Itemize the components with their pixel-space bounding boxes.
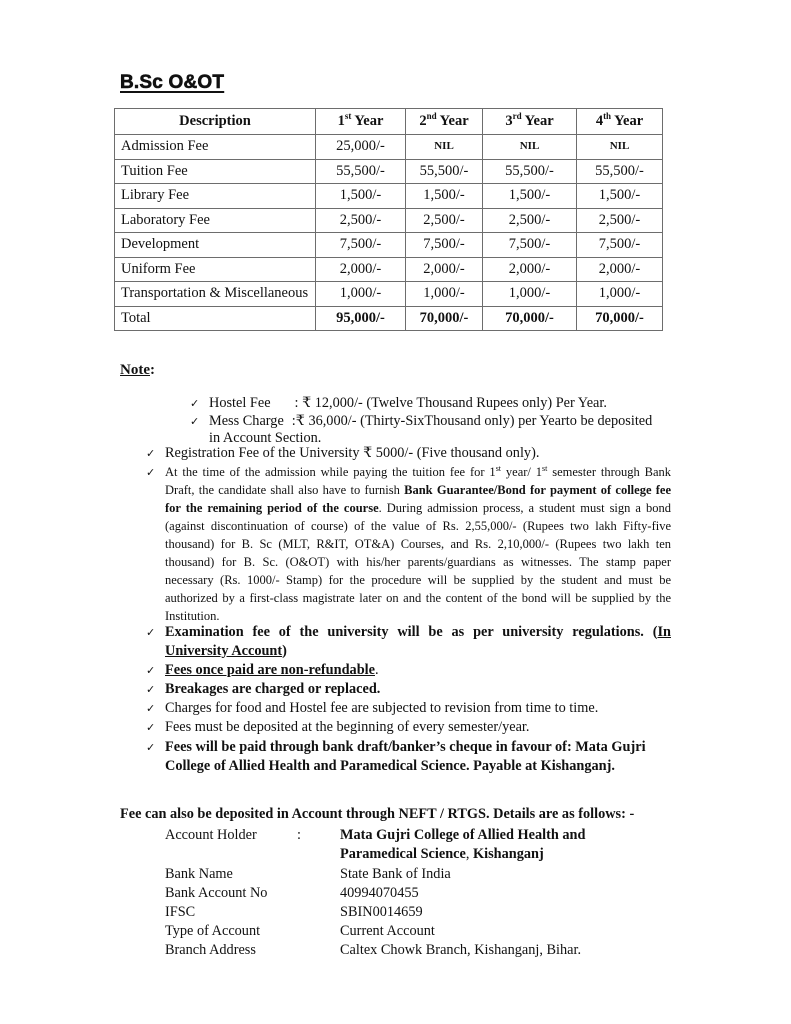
table-row-transportation: [115, 282, 663, 307]
admission-text: At the time of the admission while paying the tuition fee for 1: [165, 465, 496, 479]
row-description: Tuition Fee: [115, 159, 316, 184]
table-row-library-fee: [115, 184, 663, 209]
year-3-value: 55,500/-: [483, 159, 577, 184]
ordinal-suffix: st: [344, 111, 352, 122]
note-colon: :: [150, 362, 155, 378]
ifsc-label: IFSC: [165, 904, 196, 920]
year-1-value: 1,000/-: [316, 282, 406, 307]
admission-text: year/ 1: [501, 465, 543, 479]
non-refundable-text: Fees once paid are non-refundable: [165, 662, 375, 678]
year-4-value: 7,500/-: [577, 233, 663, 258]
year-2-value: 55,500/-: [406, 159, 483, 184]
year-3-value: 1,500/-: [483, 184, 577, 209]
account-holder-label: Account Holder: [165, 827, 257, 843]
year-4-value: 1,000/-: [577, 282, 663, 307]
checkmark-icon: ✓: [146, 664, 156, 677]
hostel-fee-value: : ₹ 12,000/- (Twelve Thousand Rupees only) Per Year.: [294, 395, 607, 411]
header-year-2: [406, 109, 483, 135]
year-4-value: 2,500/-: [577, 208, 663, 233]
branch-address-label: Branch Address: [165, 942, 256, 958]
checkmark-icon: ✓: [146, 721, 156, 734]
account-holder-city: Kishanganj: [473, 846, 544, 862]
year-2-total: 70,000/-: [406, 306, 483, 331]
year-4-total: 70,000/-: [577, 306, 663, 331]
year-1-value: 2,500/-: [316, 208, 406, 233]
year-2-value: NIL: [406, 135, 483, 160]
examination-fee-main: Examination fee of the university will be as per university regulations. (: [165, 624, 658, 640]
mess-charge-continuation: in Account Section.: [209, 430, 322, 446]
account-holder-value-line-2: [340, 845, 544, 864]
year-1-value: 1,500/-: [316, 184, 406, 209]
year-label: Year: [354, 113, 384, 129]
checkmark-icon: ✓: [146, 447, 156, 460]
year-3-value: NIL: [483, 135, 577, 160]
year-1-value: 2,000/-: [316, 257, 406, 282]
ordinal-suffix: rd: [512, 111, 522, 122]
payment-mode-line-2: College of Allied Health and Paramedical Science. Payable at Kishanganj.: [165, 758, 615, 774]
admission-text: . During admission process, a student must sign a bond (against discontinuation of course) of the value of Rs. 2,55,000/- (Rupees two lakh Fifty-five thousand) for B. Sc (MLT, R&IT, OT&A) Courses, and Rs. 2,10,000/- (Rupees two lakh ten thousand) for B. Sc. (O&OT) with his/her parents/guardians as witnesses. The stamp paper necessary (Rs. 1000/- Stamp) for the procedure will be supplied by the student and must be authorized by a first-class magistrate later on and the content of the bond will be supplied by the Institution.: [165, 501, 671, 623]
fee-table: [114, 108, 663, 331]
year-number: 1: [337, 113, 345, 129]
year-2-value: 7,500/-: [406, 233, 483, 258]
year-2-value: 1,000/-: [406, 282, 483, 307]
row-description: Transportation & Miscellaneous: [115, 282, 316, 307]
year-label: Year: [524, 113, 554, 129]
row-description: Development: [115, 233, 316, 258]
university-account-note: In University Account: [165, 624, 671, 659]
checkmark-icon: ✓: [146, 741, 156, 754]
year-number: 2: [419, 113, 427, 129]
checkmark-icon: ✓: [146, 683, 156, 696]
year-2-value: 1,500/-: [406, 184, 483, 209]
year-3-total: 70,000/-: [483, 306, 577, 331]
header-year-1: [316, 109, 406, 135]
breakages-text: Breakages are charged or replaced.: [165, 681, 381, 697]
header-year-4: [577, 109, 663, 135]
ordinal-suffix: st: [542, 463, 548, 473]
non-refundable-period: .: [374, 662, 379, 678]
year-1-value: 55,500/-: [316, 159, 406, 184]
mess-charge-value: :₹ 36,000/- (Thirty-SixThousand only) per Yearto be deposited: [291, 413, 653, 429]
row-description: Uniform Fee: [115, 257, 316, 282]
year-2-value: 2,000/-: [406, 257, 483, 282]
ordinal-suffix: st: [495, 463, 502, 473]
row-description: Library Fee: [115, 184, 316, 209]
ifsc-value: SBIN0014659: [340, 904, 423, 920]
revision-text: Charges for food and Hostel fee are subjected to revision from time to time.: [165, 700, 599, 716]
page-title: B.Sc O&OT: [120, 72, 225, 93]
year-1-value: 25,000/-: [316, 135, 406, 160]
year-3-value: 2,000/-: [483, 257, 577, 282]
account-type-value: Current Account: [340, 923, 435, 939]
branch-address-value: Caltex Chowk Branch, Kishanganj, Bihar.: [340, 942, 582, 958]
checkmark-icon: ✓: [146, 702, 156, 715]
mess-charge-label: Mess Charge: [209, 413, 284, 429]
examination-fee-close: ): [282, 643, 287, 659]
bank-name-value: State Bank of India: [340, 866, 451, 882]
year-1-total: 95,000/-: [316, 306, 406, 331]
row-description: Admission Fee: [115, 135, 316, 160]
account-holder-value-line-1: Mata Gujri College of Allied Health and: [340, 827, 586, 843]
bank-guarantee-emphasis: Bank Guarantee/Bond for payment of college fee for the remaining period of the course: [165, 483, 671, 515]
comma: ,: [465, 846, 474, 862]
table-header-row: [115, 109, 663, 135]
year-2-value: 2,500/-: [406, 208, 483, 233]
year-3-value: 2,500/-: [483, 208, 577, 233]
registration-fee-text: Registration Fee of the University ₹ 5000/- (Five thousand only).: [165, 445, 540, 461]
year-4-value: NIL: [577, 135, 663, 160]
note-label: Note: [120, 362, 150, 378]
year-number: 4: [595, 113, 604, 129]
note-heading: [120, 362, 155, 379]
neft-heading: Fee can also be deposited in Account through NEFT / RTGS. Details are as follows: -: [120, 806, 635, 822]
year-label: Year: [439, 113, 469, 129]
checkmark-icon: ✓: [146, 466, 156, 479]
admission-bond-paragraph: [165, 463, 671, 625]
checkmark-icon: ✓: [146, 626, 156, 639]
year-4-value: 55,500/-: [577, 159, 663, 184]
account-no-label: Bank Account No: [165, 885, 268, 901]
examination-fee-text: [165, 623, 671, 661]
account-holder-colon: :: [297, 827, 301, 843]
header-year-3: [483, 109, 577, 135]
year-4-value: 1,500/-: [577, 184, 663, 209]
year-3-value: 7,500/-: [483, 233, 577, 258]
account-no-value: 40994070455: [340, 885, 419, 901]
ordinal-suffix: th: [603, 111, 612, 122]
row-description: Total: [115, 306, 316, 331]
header-description: Description: [115, 109, 316, 135]
table-row-uniform-fee: [115, 257, 663, 282]
account-type-label: Type of Account: [165, 923, 261, 939]
ordinal-suffix: nd: [426, 111, 437, 122]
year-number: 3: [505, 113, 513, 129]
account-holder-name-part: Paramedical Science: [340, 846, 466, 862]
checkmark-icon: ✓: [190, 397, 200, 410]
row-description: Laboratory Fee: [115, 208, 316, 233]
admission-text: semester through Bank Draft, the candidate shall also have to furnish: [165, 465, 672, 497]
year-label: Year: [614, 113, 644, 129]
table-row-admission-fee: [115, 135, 663, 160]
year-4-value: 2,000/-: [577, 257, 663, 282]
table-row-total: [115, 306, 663, 331]
table-row-development: [115, 233, 663, 258]
hostel-fee-label: Hostel Fee: [209, 395, 271, 411]
table-row-laboratory-fee: [115, 208, 663, 233]
checkmark-icon: ✓: [190, 415, 200, 428]
table-row-tuition-fee: [115, 159, 663, 184]
deposit-timing-text: Fees must be deposited at the beginning of every semester/year.: [165, 719, 530, 735]
year-3-value: 1,000/-: [483, 282, 577, 307]
year-1-value: 7,500/-: [316, 233, 406, 258]
bank-name-label: Bank Name: [165, 866, 233, 882]
payment-mode-line-1: Fees will be paid through bank draft/banker’s cheque in favour of: Mata Gujri: [165, 739, 646, 755]
